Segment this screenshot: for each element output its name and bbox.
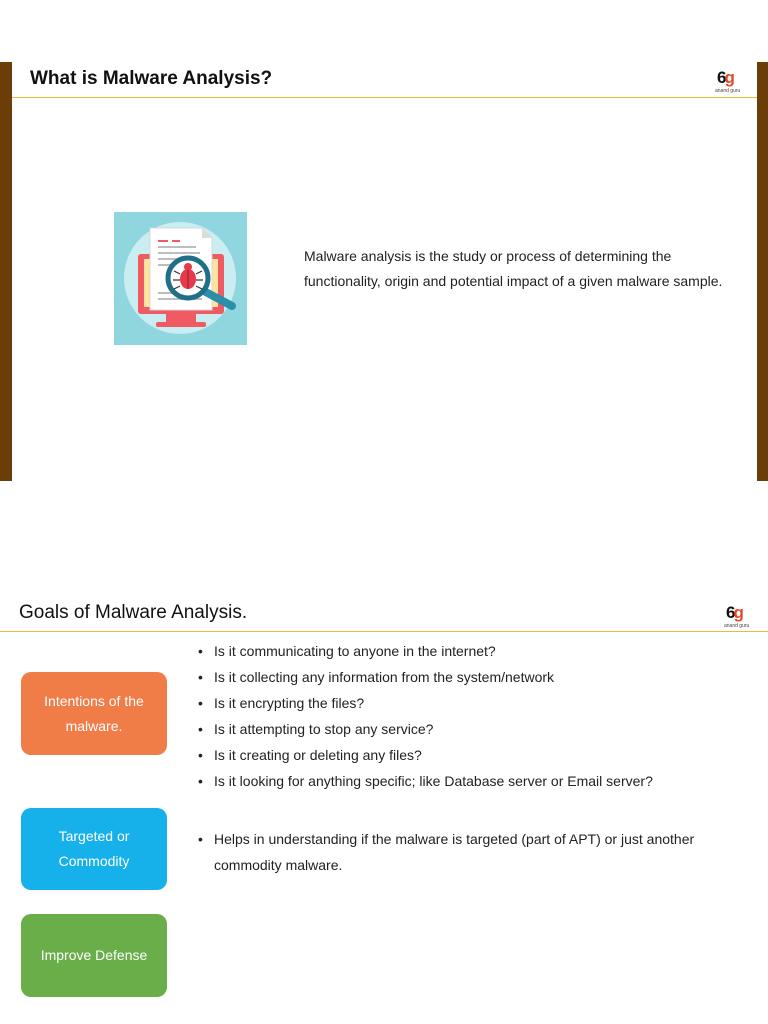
slide-frame-left (0, 62, 12, 481)
slide-frame-right (757, 62, 768, 481)
logo-caption: anand guru (724, 623, 750, 629)
malware-analysis-illustration-icon (114, 212, 247, 345)
slide-goals-of-malware-analysis (0, 597, 768, 1024)
list-item: • Helps in understanding if the malware is targeted (part of APT) or just another commodity malware. (196, 826, 736, 878)
brand-logo (724, 603, 764, 633)
goal-improve-defense-label: Improve Defense (21, 914, 167, 997)
logo-mark: 6g (726, 603, 742, 622)
goal-targeted-label: Targeted or Commodity (21, 808, 167, 890)
brand-logo (715, 68, 755, 98)
list-item: • Is it creating or deleting any files? (196, 742, 756, 768)
slide-title: Goals of Malware Analysis. (19, 602, 248, 623)
logo-mark: 6g (717, 68, 733, 87)
intentions-bullet-list (196, 638, 756, 794)
slide-title: What is Malware Analysis? (30, 68, 273, 89)
definition-text: Malware analysis is the study or process of determining the functionality, origin and potential impact of a given malware sample. (304, 248, 723, 289)
targeted-bullet-list (196, 826, 736, 878)
list-item: • Is it encrypting the files? (196, 690, 756, 716)
slide-what-is-malware-analysis (0, 62, 768, 481)
list-item: • Is it looking for anything specific; like Database server or Email server? (196, 768, 756, 794)
logo-caption: anand guru (715, 88, 741, 94)
goal-intentions-label: Intentions of the malware. (21, 672, 167, 755)
list-item: • Is it collecting any information from the system/network (196, 664, 756, 690)
title-divider (12, 97, 757, 98)
list-item: • Is it attempting to stop any service? (196, 716, 756, 742)
title-divider (0, 631, 768, 632)
list-item: • Is it communicating to anyone in the internet? (196, 638, 756, 664)
